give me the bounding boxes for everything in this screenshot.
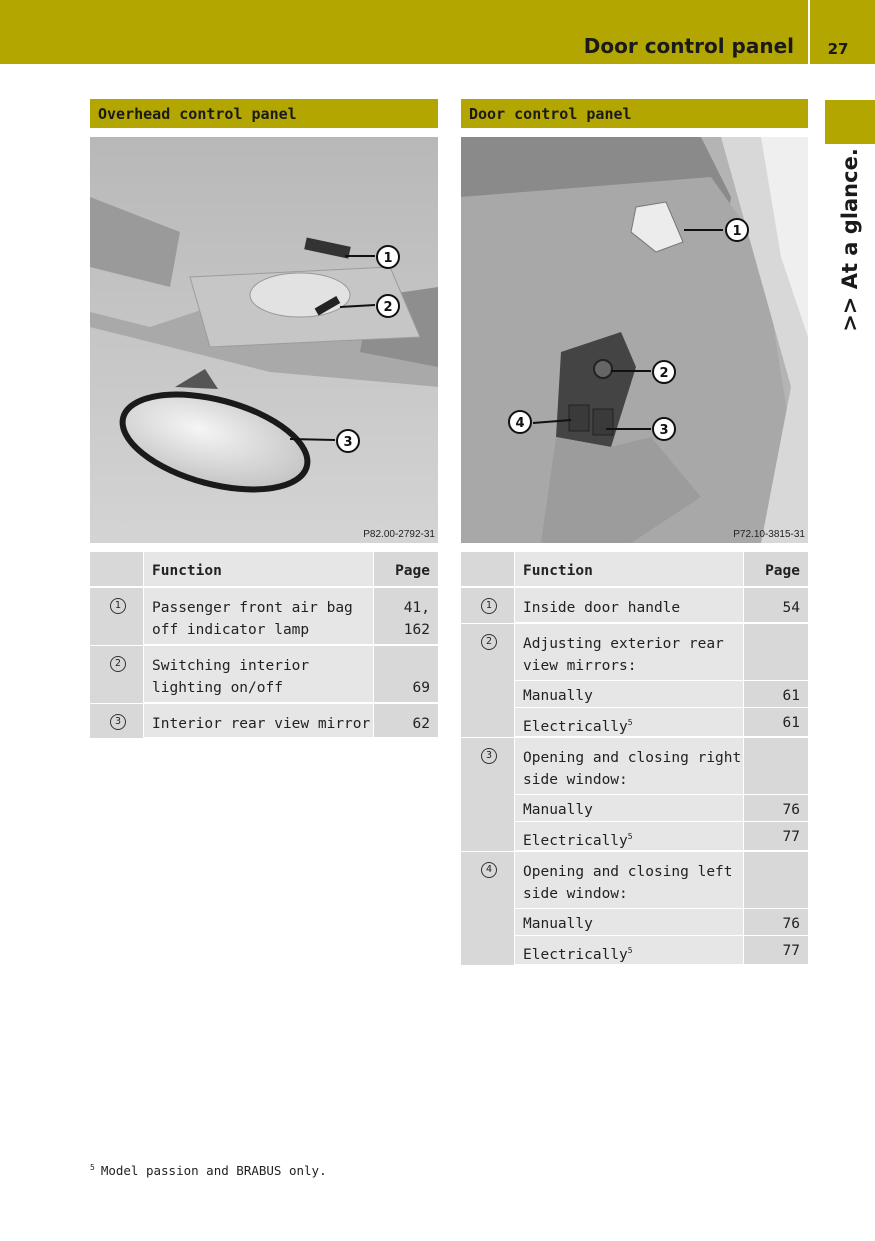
row-number-cell <box>90 704 143 738</box>
item-number-badge: 2 <box>481 634 497 650</box>
function-cell: Electrically$^5$ <box>515 708 743 736</box>
table-row <box>461 909 808 935</box>
callout-2: 2 <box>659 366 669 381</box>
door-panel-photo <box>461 137 808 543</box>
row-number-cell <box>461 852 514 909</box>
footnote-ref: 5 <box>627 718 633 727</box>
function-cell: Adjusting exterior rear view mirrors: <box>515 624 743 680</box>
header-page: Page <box>374 552 438 586</box>
function-cell: Opening and closing right side window: <box>515 738 743 794</box>
function-cell: Switching interior lighting on/off <box>144 646 373 702</box>
page-cell <box>744 852 808 908</box>
page-cell <box>744 738 808 794</box>
item-number-badge: 4 <box>481 862 497 878</box>
page-cell: 41, 162 <box>374 588 438 644</box>
page-cell: 76 <box>744 909 808 935</box>
section-title-overhead: Overhead control panel <box>90 99 438 128</box>
page-cell: 54 <box>744 588 808 622</box>
page-cell <box>744 624 808 680</box>
function-cell: Electrically$^5$ <box>515 936 743 964</box>
table-row <box>461 852 808 908</box>
row-number-cell <box>461 588 514 623</box>
image-code: P72.10-3815-31 <box>733 529 805 540</box>
row-number-cell <box>461 624 514 681</box>
header-page: Page <box>744 552 808 586</box>
item-number-badge: 3 <box>481 748 497 764</box>
row-number-cell <box>90 646 143 703</box>
page-title: Door control panel <box>583 34 794 58</box>
table-row <box>90 704 438 737</box>
callout-1: 1 <box>383 251 393 266</box>
footnote-ref: 5 <box>627 946 633 955</box>
section-title-door: Door control panel <box>461 99 808 128</box>
function-cell: Manually <box>515 909 743 935</box>
image-code: P82.00-2792-31 <box>363 529 435 540</box>
page-cell: 61 <box>744 681 808 707</box>
callout-3: 3 <box>343 435 353 450</box>
page-cell: 77 <box>744 936 808 964</box>
function-cell: Manually <box>515 681 743 707</box>
row-number-cell <box>461 738 514 795</box>
function-cell: Manually <box>515 795 743 821</box>
side-tab-label: >> At a glance. <box>838 148 862 332</box>
row-number-cell <box>461 822 514 851</box>
row-number-cell <box>90 588 143 645</box>
table-row <box>461 708 808 736</box>
page-number-box <box>810 0 875 64</box>
page-number: 27 <box>827 40 849 58</box>
table-row <box>461 822 808 850</box>
table-row <box>461 588 808 622</box>
page-cell: 69 <box>374 646 438 702</box>
footnote <box>90 1163 327 1178</box>
callout-4: 4 <box>515 416 525 431</box>
table-row <box>461 936 808 964</box>
header-bar <box>0 0 808 64</box>
callout-3: 3 <box>659 423 669 438</box>
row-number-cell <box>461 708 514 737</box>
row-number-cell <box>461 936 514 965</box>
function-cell: Passenger front air bag off indicator lamp <box>144 588 373 644</box>
table-row <box>90 588 438 644</box>
footnote-text: Model passion and BRABUS only. <box>100 1163 327 1179</box>
overhead-panel-photo <box>90 137 438 543</box>
page-cell: 61 <box>744 708 808 736</box>
item-number-badge: 1 <box>481 598 497 614</box>
side-tab <box>825 100 875 144</box>
callout-2: 2 <box>383 300 393 315</box>
table-row <box>461 624 808 680</box>
table-header <box>90 552 438 586</box>
table-row <box>90 646 438 702</box>
item-number-badge: 2 <box>110 656 126 672</box>
table-row <box>461 681 808 707</box>
function-cell: Interior rear view mirror <box>144 704 373 737</box>
table-row <box>461 738 808 794</box>
table-header <box>461 552 808 586</box>
row-number-cell <box>461 909 514 936</box>
footnote-marker: 5 <box>90 1163 95 1172</box>
item-number-badge: 3 <box>110 714 126 730</box>
row-number-cell <box>461 681 514 708</box>
page-cell: 62 <box>374 704 438 737</box>
header-num-cell <box>461 552 514 586</box>
row-number-cell <box>461 795 514 822</box>
item-number-badge: 1 <box>110 598 126 614</box>
callout-1: 1 <box>732 224 742 239</box>
header-function: Function <box>515 552 743 586</box>
header-function: Function <box>144 552 373 586</box>
table-row <box>461 795 808 821</box>
page-cell: 77 <box>744 822 808 850</box>
function-cell: Inside door handle <box>515 588 743 622</box>
function-cell: Electrically$^5$ <box>515 822 743 850</box>
page-cell: 76 <box>744 795 808 821</box>
header-num-cell <box>90 552 143 586</box>
function-cell: Opening and closing left side window: <box>515 852 743 908</box>
footnote-ref: 5 <box>627 832 633 841</box>
